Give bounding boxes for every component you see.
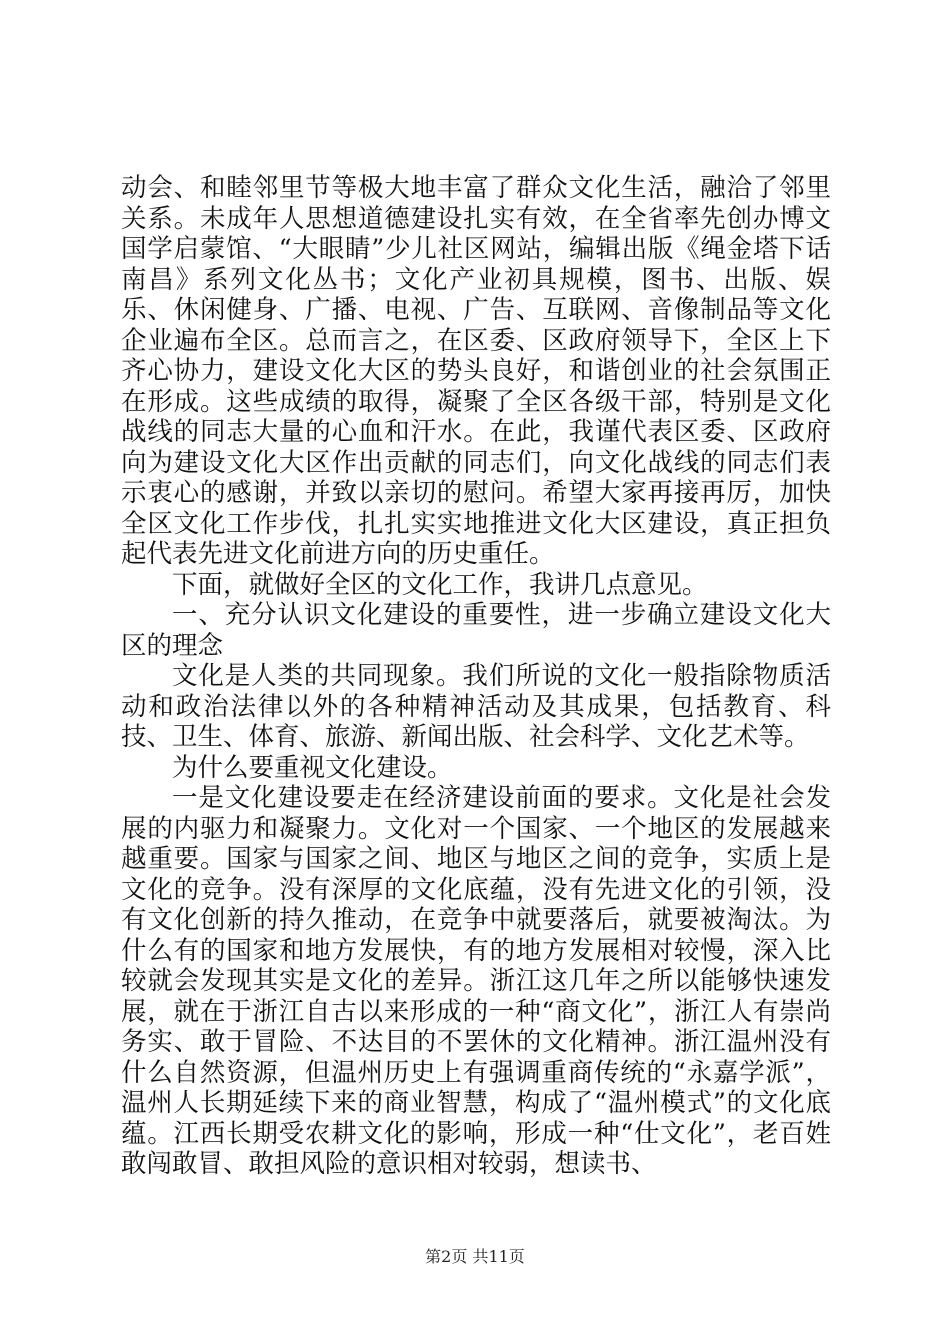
section-heading: 一、充分认识文化建设的重要性，进一步确立建设文化大区的理念 [121, 600, 831, 661]
page-number: 第2页 共11页 [425, 1247, 525, 1266]
page-footer [0, 1244, 950, 1267]
paragraph-continued: 动会、和睦邻里节等极大地丰富了群众文化生活，融洽了邻里关系。未成年人思想道德建设扎实有效，在全省率先创办博文国学启蒙馆、“大眼睛”少儿社区网站，编辑出版《绳金塔下话南昌》系列文化丛书；文化产业初具规模，图书、出版、娱乐、休闲健身、广播、电视、广告、互联网、音像制品等文化企业遍布全区。总而言之，在区委、区政府领导下，全区上下齐心协力，建设文化大区的势头良好，和谐创业的社会氛围正在形成。这些成绩的取得，凝聚了全区各级干部，特别是文化战线的同志大量的心血和汗水。在此，我谨代表区委、区政府向为建设文化大区作出贡献的同志们，向文化战线的同志们表示衷心的感谢，并致以亲切的慰问。希望大家再接再厉，加快全区文化工作步伐，扎扎实实地推进文化大区建设，真正担负起代表先进文化前进方向的历史重任。 [121, 173, 831, 569]
paragraph: 一是文化建设要走在经济建设前面的要求。文化是社会发展的内驱力和凝聚力。文化对一个国家、一个地区的发展越来越重要。国家与国家之间、地区与地区之间的竞争，实质上是文化的竞争。没有深厚的文化底蕴，没有先进文化的引领，没有文化创新的持久推动，在竞争中就要落后，就要被淘汰。为什么有的国家和地方发展快，有的地方发展相对较慢，深入比较就会发现其实是文化的差异。浙江这几年之所以能够快速发展，就在于浙江自古以来形成的一种“商文化”，浙江人有崇尚务实、敢于冒险、不达目的不罢休的文化精神。浙江温州没有什么自然资源，但温州历史上有强调重商传统的“永嘉学派”，温州人长期延续下来的商业智慧，构成了“温州模式”的文化底蕴。江西长期受农耕文化的影响，形成一种“仕文化”，老百姓敢闯敢冒、敢担风险的意识相对较弱，想读书、 [121, 783, 831, 1179]
body-text [121, 173, 831, 1180]
paragraph: 下面，就做好全区的文化工作，我讲几点意见。 [172, 569, 708, 600]
paragraph: 文化是人类的共同现象。我们所说的文化一般指除物质活动和政治法律以外的各种精神活动及其成果，包括教育、科技、卫生、体育、旅游、新闻出版、社会科学、文化艺术等。 [121, 661, 831, 752]
paragraph: 为什么要重视文化建设。 [172, 752, 453, 783]
